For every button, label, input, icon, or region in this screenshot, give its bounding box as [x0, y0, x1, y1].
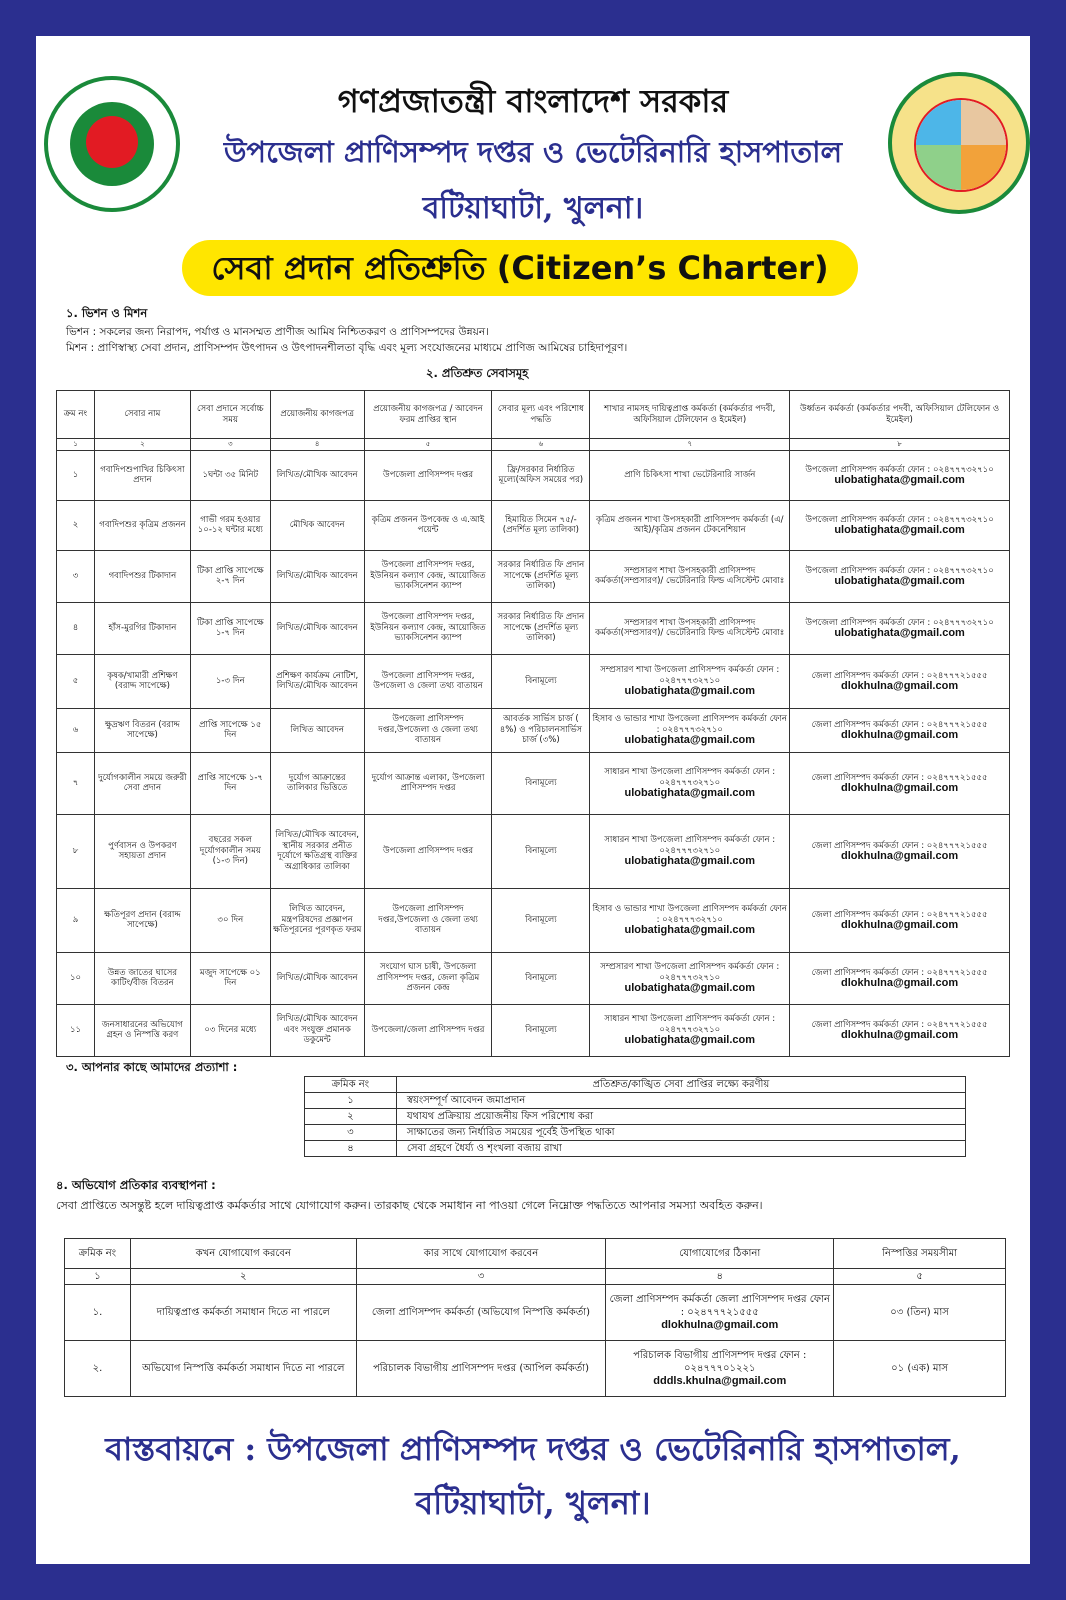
- services-table: [56, 390, 1010, 1057]
- implementation-line: বাস্তবায়নে : উপজেলা প্রাণিসম্পদ দপ্তর ও ভেটেরিনারি হাসপাতাল,: [105, 1430, 961, 1468]
- responsible-officer: [590, 888, 790, 952]
- column-header: ক্রমিক নং: [65, 1239, 131, 1269]
- responsible-officer-text: সাধারন শাখা উপজেলা প্রাণিসম্পদ কর্মকর্তা ফোন : ০২৪৭৭৭৩২৭১০: [604, 835, 776, 856]
- service-place: সংযোগ ঘাস চাষী, উপজেলা প্রাণিসম্পদ দপ্তর, জেলা কৃত্রিম প্রজনন কেন্দ্র: [364, 952, 492, 1004]
- service-number: ২: [57, 500, 95, 550]
- column-index: ৬: [492, 439, 590, 451]
- expectation-number: ১: [305, 1093, 397, 1109]
- column-index-row: [57, 439, 1010, 451]
- service-documents: লিখিত/মৌখিক আবেদন: [270, 450, 364, 500]
- bangladesh-government-seal-icon: [44, 76, 180, 212]
- service-name: ক্ষতিপূরণ প্রদান (বরাদ্দ সাপেক্ষে): [94, 888, 190, 952]
- column-index: ৩: [356, 1269, 606, 1285]
- responsible-officer: [590, 952, 790, 1004]
- service-documents: দুর্যোগ আক্রান্তের তালিকার ভিত্তিতে: [270, 752, 364, 814]
- service-fee: হিমায়িত সিমেন ৭৫/- (প্রদর্শিত মূল্য তালিকা): [492, 500, 590, 550]
- senior-officer: [790, 952, 1010, 1004]
- service-time: প্রাপ্তি সাপেক্ষে ১-৭ দিন: [190, 752, 270, 814]
- service-row: [57, 952, 1010, 1004]
- grievance-address: [606, 1341, 834, 1397]
- senior-officer-email: dlokhulna@gmail.com: [841, 680, 959, 692]
- office-title: উপজেলা প্রাণিসম্পদ দপ্তর ও ভেটেরিনারি হাসপাতাল: [223, 135, 843, 169]
- column-index: ৩: [190, 439, 270, 451]
- expectations-table: [304, 1076, 966, 1157]
- senior-officer-email: dlokhulna@gmail.com: [841, 782, 959, 794]
- column-header: যোগাযোগের ঠিকানা: [606, 1239, 834, 1269]
- senior-officer-text: জেলা প্রাণিসম্পদ কর্মকর্তা ফোন : ০২৪৭৭৭২১৫৫৫: [811, 909, 988, 920]
- service-name: পুর্ণবাসন ও উপকরণ সহায়তা প্রদান: [94, 814, 190, 888]
- service-place: কৃত্রিম প্রজনন উপকেন্দ্র ও এ.আই পয়েন্ট: [364, 500, 492, 550]
- grievance-address-email: dddls.khulna@gmail.com: [653, 1375, 787, 1387]
- senior-officer: [790, 500, 1010, 550]
- service-number: ৭: [57, 752, 95, 814]
- service-row: [57, 814, 1010, 888]
- responsible-officer-text: সম্প্রসারণ শাখা উপজেলা প্রাণিসম্পদ কর্মকর্তা ফোন : ০২৪৭৭৭৩২৭১০: [600, 962, 780, 983]
- service-name: হাঁস-মুরগির টিকাদান: [94, 602, 190, 654]
- service-time: ১-৩ দিন: [190, 654, 270, 708]
- column-header: উর্ধ্বতন কর্মকর্তা (কর্মকর্তার পদবী, অফিসিয়াল টেলিফোন ও ইমেইল): [790, 391, 1010, 439]
- column-index: ২: [130, 1269, 356, 1285]
- expectation-row: [305, 1109, 966, 1125]
- grievance-number: ১.: [65, 1285, 131, 1341]
- service-row: [57, 550, 1010, 602]
- senior-officer: [790, 550, 1010, 602]
- section-expectations-heading: ৩. আপনার কাছে আমাদের প্রত্যাশা :: [66, 1060, 238, 1074]
- service-number: ৯: [57, 888, 95, 952]
- column-index: ১: [57, 439, 95, 451]
- responsible-officer: [590, 814, 790, 888]
- senior-officer: [790, 1004, 1010, 1056]
- senior-officer-email: dlokhulna@gmail.com: [841, 977, 959, 989]
- column-index: ২: [94, 439, 190, 451]
- service-row: [57, 602, 1010, 654]
- senior-officer-text: জেলা প্রাণিসম্পদ কর্মকর্তা ফোন : ০২৪৭৭৭২১৫৫৫: [811, 967, 988, 978]
- column-index: ৫: [834, 1269, 1006, 1285]
- column-header: শাখার নামসহ দায়িত্বপ্রাপ্ত কর্মকর্তা (কর্মকর্তার পদবী, অফিসিয়াল টেলিফোন ও ইমেইল): [590, 391, 790, 439]
- service-documents: প্রশিক্ষণ কার্যক্রম নোটিশ, লিখিত/মৌখিক আবেদন: [270, 654, 364, 708]
- responsible-officer-text: কৃত্রিম প্রজনন শাখা উপসহকারী প্রাণিসম্পদ কর্মকর্তা (এ/আই)/কৃত্রিম প্রজনন টেকনেশিয়ান: [595, 514, 784, 535]
- service-fee: বিনামূল্যে: [492, 888, 590, 952]
- service-name: গবাদিপশুর টিকাদান: [94, 550, 190, 602]
- service-time: প্রাপ্তি সাপেক্ষে ১৫ দিন: [190, 708, 270, 752]
- service-fee: বিনামূল্যে: [492, 952, 590, 1004]
- service-documents: লিখিত/মৌখিক আবেদন: [270, 952, 364, 1004]
- column-index-row: [65, 1269, 1006, 1285]
- expectation-row: [305, 1125, 966, 1141]
- service-time: ০৩ দিনের মধ্যে: [190, 1004, 270, 1056]
- column-header: ক্রম নং: [57, 391, 95, 439]
- column-index: ৭: [590, 439, 790, 451]
- service-fee: বিনামূল্যে: [492, 752, 590, 814]
- service-time: ৩০ দিন: [190, 888, 270, 952]
- senior-officer-text: উপজেলা প্রাণিসম্পদ কর্মকর্তা ফোন : ০২৪৭৭৭৩২৭১০: [805, 565, 994, 576]
- grievance-row: [65, 1285, 1006, 1341]
- senior-officer: [790, 888, 1010, 952]
- column-header: সেবার নাম: [94, 391, 190, 439]
- service-row: [57, 654, 1010, 708]
- responsible-officer: [590, 550, 790, 602]
- column-index: ৫: [364, 439, 492, 451]
- senior-officer-text: জেলা প্রাণিসম্পদ কর্মকর্তা ফোন : ০২৪৭৭৭২১৫৫৫: [811, 1019, 988, 1030]
- service-number: ৬: [57, 708, 95, 752]
- service-documents: লিখিত/মৌখিক আবেদন, স্থানীয় সরকার প্রনীত দূর্যোগে ক্ষতিগ্রস্থ ব্যক্তির অগ্রাধিকার তালিকা: [270, 814, 364, 888]
- grievance-time-limit: ০৩ (তিন) মাস: [834, 1285, 1006, 1341]
- column-header: ক্রমিক নং: [305, 1077, 397, 1093]
- responsible-officer-text: সাধারন শাখা উপজেলা প্রাণিসম্পদ কর্মকর্তা ফোন : ০২৪৭৭৭৩২৭১০: [604, 767, 776, 788]
- senior-officer: [790, 450, 1010, 500]
- section-vision-heading: ১. ভিশন ও মিশন: [66, 306, 148, 320]
- section-services-heading: ২. প্রতিশ্রুত সেবাসমূহ: [426, 366, 529, 380]
- expectation-row: [305, 1093, 966, 1109]
- senior-officer-email: ulobatighata@gmail.com: [834, 627, 965, 639]
- service-fee: আবর্তক সার্ভিস চার্জ ( ৪%) ও পরিচালনসার্ভিস চার্জ (৩%): [492, 708, 590, 752]
- government-title: গণপ্রজাতন্ত্রী বাংলাদেশ সরকার: [337, 82, 729, 120]
- service-time: গাভী গরম হওয়ার ১০-১২ ঘন্টার মধ্যে: [190, 500, 270, 550]
- service-number: ৪: [57, 602, 95, 654]
- service-row: [57, 708, 1010, 752]
- senior-officer-text: উপজেলা প্রাণিসম্পদ কর্মকর্তা ফোন : ০২৪৭৭৭৩২৭১০: [805, 464, 994, 475]
- responsible-officer-email: ulobatighata@gmail.com: [624, 982, 755, 995]
- service-place: উপজেলা প্রাণিসম্পদ দপ্তর, ইউনিয়ন কল্যাণ কেন্দ্র, আয়োজিত ভ্যাকসিনেশন ক্যাম্প: [364, 602, 492, 654]
- expectation-number: ৪: [305, 1141, 397, 1157]
- responsible-officer-text: সম্প্রসারণ শাখা উপসহকারী প্রাণিসম্পদ কর্মকর্তা(সম্প্রসারণ)/ ভেটেরিনারি ফিল্ড এসিস্টেন্ট মোবাঃ: [595, 565, 785, 586]
- service-fee: বিনামূল্যে: [492, 1004, 590, 1056]
- responsible-officer: [590, 500, 790, 550]
- office-location: বটিয়াঘাটা, খুলনা।: [422, 191, 644, 226]
- expectation-text: সেবা গ্রহণে ধৈর্য্য ও শৃংখলা বজায় রাখা: [396, 1141, 965, 1157]
- service-place: উপজেলা প্রাণিসম্পদ দপ্তর, উপজেলা ও জেলা তথ্য বাতায়ন: [364, 654, 492, 708]
- column-index: ৮: [790, 439, 1010, 451]
- service-number: ৫: [57, 654, 95, 708]
- charter-sheet: [36, 36, 1030, 1564]
- grievance-row: [65, 1341, 1006, 1397]
- service-number: ১০: [57, 952, 95, 1004]
- service-time: বছরের সকল দূর্যোগকালীন সময় (১-৩ দিন): [190, 814, 270, 888]
- grievance-header-row: [65, 1239, 1006, 1269]
- senior-officer-email: ulobatighata@gmail.com: [834, 474, 965, 486]
- service-number: ৮: [57, 814, 95, 888]
- responsible-officer-text: সম্প্রসারণ শাখা উপজেলা প্রাণিসম্পদ কর্মকর্তা ফোন : ০২৪৭৭৭৩২৭১০: [600, 665, 780, 686]
- responsible-officer: [590, 708, 790, 752]
- service-row: [57, 500, 1010, 550]
- service-name: দুর্যোগকালীন সময়ে জরুরী সেবা প্রদান: [94, 752, 190, 814]
- column-header: সেবা প্রদানে সর্বোচ্চ সময়: [190, 391, 270, 439]
- grievance-intro: সেবা প্রাপ্তিতে অসন্তুষ্ট হলে দায়িত্বপ্রাপ্ত কর্মকর্তার সাথে যোগাযোগ করুন। তারকাছ থেকে সমাধান না পাওয়া গেলে নিম্নোক্ত পদ্ধতিতে আপনার সমস্যা অবহিত করুন।: [56, 1199, 763, 1212]
- service-name: গবাদিপশুর কৃত্রিম প্রজনন: [94, 500, 190, 550]
- service-name: জনসাধারনের অভিযোগ গ্রহন ও নিস্পত্তি করণ: [94, 1004, 190, 1056]
- implementation-location: বটিয়াঘাটা, খুলনা।: [415, 1484, 651, 1522]
- responsible-officer: [590, 450, 790, 500]
- column-header: প্রতিশ্রুত/কাঙ্খিত সেবা প্রাপ্তির লক্ষ্যে করণীয়: [396, 1077, 965, 1093]
- grievance-address-email: dlokhulna@gmail.com: [661, 1319, 779, 1331]
- service-place: উপজেলা প্রাণিসম্পদ দপ্তর, ইউনিয়ন কল্যাণ কেন্দ্র, আয়োজিত ভ্যাকসিনেশন ক্যাম্প: [364, 550, 492, 602]
- responsible-officer-email: ulobatighata@gmail.com: [624, 685, 755, 698]
- responsible-officer-email: ulobatighata@gmail.com: [624, 924, 755, 937]
- responsible-officer: [590, 602, 790, 654]
- service-place: দুর্যোগ আক্রান্ত এলাকা, উপজেলা প্রাণিসম্পদ দপ্তর: [364, 752, 492, 814]
- grievance-table: [64, 1238, 1006, 1397]
- service-documents: লিখিত আবেদন, মন্ত্রপরিষদের প্রজ্ঞাপন ক্ষতিপূরনের পূরণকৃত ফরম: [270, 888, 364, 952]
- service-time: ১ঘন্টা ৩৫ মিনিট: [190, 450, 270, 500]
- service-fee: বিনামূল্যে: [492, 654, 590, 708]
- responsible-officer: [590, 752, 790, 814]
- service-documents: লিখিত/মৌখিক আবেদন: [270, 602, 364, 654]
- service-fee: ফ্রি/সরকার নির্ধারিত মূল্যে(অফিস সময়ের পর): [492, 450, 590, 500]
- senior-officer-text: জেলা প্রাণিসম্পদ কর্মকর্তা ফোন : ০২৪৭৭৭২১৫৫৫: [811, 670, 988, 681]
- responsible-officer-text: সম্প্রসারণ শাখা উপসহকারী প্রাণিসম্পদ কর্মকর্তা(সম্প্রসারণ)/ ভেটেরিনারি ফিল্ড এসিস্টেন্ট মোবাঃ: [595, 617, 785, 638]
- service-place: উপজেলা প্রাণিসম্পদ দপ্তর,উপজেলা ও জেলা তথ্য বাতায়ন: [364, 708, 492, 752]
- responsible-officer-text: প্রাণি চিকিৎসা শাখা ভেটেরিনারি সার্জন: [624, 469, 756, 480]
- expectation-text: স্বয়ংসম্পূর্ণ আবেদন জমাপ্রদান: [396, 1093, 965, 1109]
- senior-officer-text: জেলা প্রাণিসম্পদ কর্মকর্তা ফোন : ০২৪৭৭৭২১৫৫৫: [811, 772, 988, 783]
- service-number: ১১: [57, 1004, 95, 1056]
- service-documents: মৌখিক আবেদন: [270, 500, 364, 550]
- grievance-when: দায়িত্বপ্রাপ্ত কর্মকর্তা সমাধান দিতে না পারলে: [130, 1285, 356, 1341]
- senior-officer: [790, 814, 1010, 888]
- expectations-header-row: [305, 1077, 966, 1093]
- senior-officer-email: ulobatighata@gmail.com: [834, 575, 965, 587]
- service-fee: বিনামূল্যে: [492, 814, 590, 888]
- grievance-when: অভিযোগ নিস্পত্তি কর্মকর্তা সমাধান দিতে না পারলে: [130, 1341, 356, 1397]
- service-place: উপজেলা/জেলা প্রাণিসম্পদ দপ্তর: [364, 1004, 492, 1056]
- service-row: [57, 888, 1010, 952]
- column-index: ৪: [606, 1269, 834, 1285]
- vision-text: ভিশন : সকলের জন্য নিরাপদ, পর্যাপ্ত ও মানসম্মত প্রাণীজ আমিষ নিশ্চিতকরণ ও প্রাণিসম্পদের উন্নয়ন।: [66, 326, 489, 338]
- senior-officer: [790, 602, 1010, 654]
- service-row: [57, 752, 1010, 814]
- citizen-charter-title: সেবা প্রদান প্রতিশ্রুতি (Citizen’s Charter): [182, 240, 858, 296]
- service-place: উপজেলা প্রাণিসম্পদ দপ্তর,উপজেলা ও জেলা তথ্য বাতায়ন: [364, 888, 492, 952]
- senior-officer-email: dlokhulna@gmail.com: [841, 850, 959, 862]
- senior-officer: [790, 708, 1010, 752]
- responsible-officer-email: ulobatighata@gmail.com: [624, 855, 755, 868]
- grievance-address-text: পরিচালক বিভাগীয় প্রাণিসম্পদ দপ্তর ফোন : ০২৪৭৭৭০১২২১: [633, 1350, 807, 1374]
- service-number: ৩: [57, 550, 95, 602]
- grievance-time-limit: ০১ (এক) মাস: [834, 1341, 1006, 1397]
- senior-officer-email: dlokhulna@gmail.com: [841, 1029, 959, 1041]
- grievance-who: পরিচালক বিভাগীয় প্রাণিসম্পদ দপ্তর (আপিল কর্মকর্তা): [356, 1341, 606, 1397]
- service-documents: লিখিত/মৌখিক আবেদন এবং সংযুক্ত প্রমানক ডকুমেন্ট: [270, 1004, 364, 1056]
- service-fee: সরকার নির্ধারিত ফি প্রদান সাপেক্ষে (প্রদর্শিত মূল্য তালিকা): [492, 602, 590, 654]
- senior-officer: [790, 654, 1010, 708]
- grievance-address: [606, 1285, 834, 1341]
- responsible-officer-text: সাধারন শাখা উপজেলা প্রাণিসম্পদ কর্মকর্তা ফোন : ০২৪৭৭৭৩২৭১০: [604, 1014, 776, 1035]
- column-header: প্রয়োজনীয় কাগজপত্র: [270, 391, 364, 439]
- service-name: উন্নত জাতের ঘাসের কাটিং/বীজ বিতরন: [94, 952, 190, 1004]
- column-index: ১: [65, 1269, 131, 1285]
- responsible-officer-email: ulobatighata@gmail.com: [624, 787, 755, 800]
- senior-officer-text: জেলা প্রাণিসম্পদ কর্মকর্তা ফোন : ০২৪৭৭৭২১৫৫৫: [811, 840, 988, 851]
- column-header: সেবার মূল্য এবং পরিশোধ পদ্ধতি: [492, 391, 590, 439]
- grievance-who: জেলা প্রাণিসম্পদ কর্মকর্তা (অভিযোগ নিস্পত্তি কর্মকর্তা): [356, 1285, 606, 1341]
- expectation-number: ৩: [305, 1125, 397, 1141]
- senior-officer-text: উপজেলা প্রাণিসম্পদ কর্মকর্তা ফোন : ০২৪৭৭৭৩২৭১০: [805, 514, 994, 525]
- service-place: উপজেলা প্রাণিসম্পদ দপ্তর: [364, 814, 492, 888]
- livestock-department-seal-icon: [888, 72, 1030, 214]
- service-row: [57, 450, 1010, 500]
- service-row: [57, 1004, 1010, 1056]
- responsible-officer-email: ulobatighata@gmail.com: [624, 734, 755, 747]
- responsible-officer-text: হিসাব ও ভান্ডার শাখা উপজেলা প্রাণিসম্পদ কর্মকর্তা ফোন : ০২৪৭৭৭৩২৭১০: [592, 904, 787, 925]
- mission-text: মিশন : প্রাণিস্বাস্থ্য সেবা প্রদান, প্রাণিসম্পদ উৎপাদন ও উৎপাদনশীলতা বৃদ্ধি এবং মূল্য সংযোজনের মাধ্যমে প্রাণিজ আমিষের চাহিদাপূরণ।: [66, 342, 628, 354]
- expectation-row: [305, 1141, 966, 1157]
- expectation-number: ২: [305, 1109, 397, 1125]
- service-documents: লিখিত আবেদন: [270, 708, 364, 752]
- senior-officer-email: dlokhulna@gmail.com: [841, 919, 959, 931]
- responsible-officer-email: ulobatighata@gmail.com: [624, 1034, 755, 1047]
- service-name: গবাদিপশুপাখির চিকিৎসা প্রদান: [94, 450, 190, 500]
- senior-officer-text: উপজেলা প্রাণিসম্পদ কর্মকর্তা ফোন : ০২৪৭৭৭৩২৭১০: [805, 617, 994, 628]
- service-documents: লিখিত/মৌখিক আবেদন: [270, 550, 364, 602]
- senior-officer-text: জেলা প্রাণিসম্পদ কর্মকর্তা ফোন : ০২৪৭৭৭২১৫৫৫: [811, 719, 988, 730]
- service-time: টিকা প্রাপ্তি সাপেক্ষে ২-৭ দিন: [190, 550, 270, 602]
- service-fee: সরকার নির্ধারিত ফি প্রদান সাপেক্ষে (প্রদর্শিত মূল্য তালিকা): [492, 550, 590, 602]
- service-place: উপজেলা প্রাণিসম্পদ দপ্তর: [364, 450, 492, 500]
- service-time: টিকা প্রাপ্তি সাপেক্ষে ১-৭ দিন: [190, 602, 270, 654]
- responsible-officer-text: হিসাব ও ভান্ডার শাখা উপজেলা প্রাণিসম্পদ কর্মকর্তা ফোন : ০২৪৭৭৭৩২৭১০: [592, 714, 787, 735]
- section-grievance-heading: ৪. অভিযোগ প্রতিকার ব্যবস্থাপনা :: [56, 1178, 216, 1192]
- column-index: ৪: [270, 439, 364, 451]
- service-number: ১: [57, 450, 95, 500]
- senior-officer: [790, 752, 1010, 814]
- column-header: কার সাথে যোগাযোগ করবেন: [356, 1239, 606, 1269]
- grievance-address-text: জেলা প্রাণিসম্পদ কর্মকর্তা জেলা প্রাণিসম্পদ দপ্তর ফোন : ০২৪৭৭৭২১৫৫৫: [609, 1294, 830, 1318]
- senior-officer-email: ulobatighata@gmail.com: [834, 524, 965, 536]
- expectation-text: যথাযথ প্রক্রিয়ায় প্রয়োজনীয় ফিস পরিশোধ করা: [396, 1109, 965, 1125]
- responsible-officer: [590, 654, 790, 708]
- service-name: কৃষক/খামারী প্রশিক্ষণ (বরাদ্দ সাপেক্ষে): [94, 654, 190, 708]
- services-header-row: [57, 391, 1010, 439]
- senior-officer-email: dlokhulna@gmail.com: [841, 729, 959, 741]
- grievance-number: ২.: [65, 1341, 131, 1397]
- expectation-text: সাক্ষাতের জন্য নির্ধারিত সময়ের পূর্বেই উপস্থিত থাকা: [396, 1125, 965, 1141]
- column-header: নিস্পত্তির সময়সীমা: [834, 1239, 1006, 1269]
- responsible-officer: [590, 1004, 790, 1056]
- service-name: ক্ষুদ্রঋণ বিতরন (বরাদ্দ সাপেক্ষে): [94, 708, 190, 752]
- service-time: মজুদ সাপেক্ষে ০১ দিন: [190, 952, 270, 1004]
- column-header: কখন যোগাযোগ করবেন: [130, 1239, 356, 1269]
- column-header: প্রয়োজনীয় কাগজপত্র / আবেদন ফরম প্রাপ্তির স্থান: [364, 391, 492, 439]
